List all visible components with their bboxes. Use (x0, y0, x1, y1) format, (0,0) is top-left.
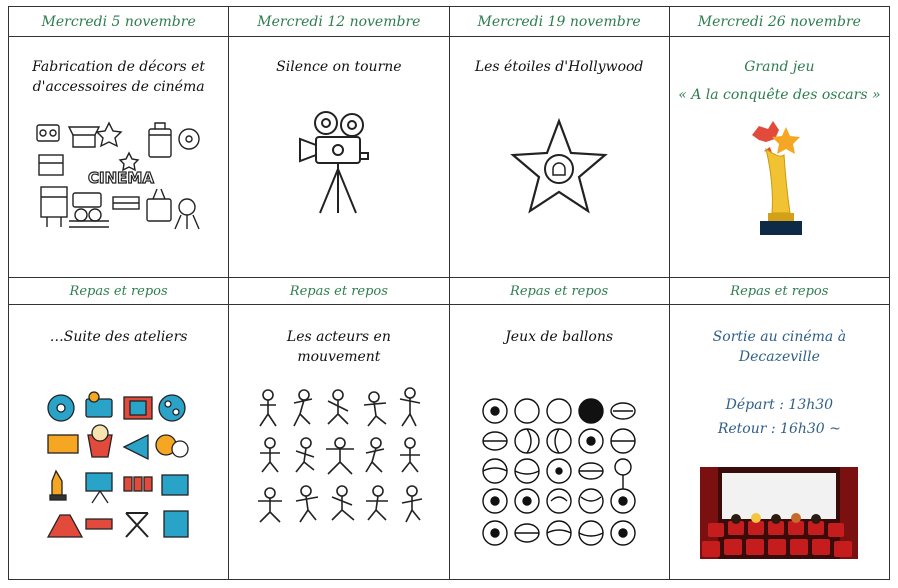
break-row (9, 278, 890, 305)
morning-cell-2 (229, 37, 449, 278)
afternoon-cell-4 (669, 305, 889, 580)
activity-title: Silence on tourne (276, 59, 402, 75)
activity-title: Les acteurs en mouvement (286, 329, 391, 365)
day-header-4: Mercredi 26 novembre (669, 7, 889, 37)
day-header-3: Mercredi 19 novembre (449, 7, 669, 37)
hollywood-star-icon (509, 117, 609, 217)
departure-time: Départ : 13h30 (725, 397, 834, 413)
activity-schedule-table (8, 6, 890, 580)
break-cell-3: Repas et repos (449, 278, 669, 305)
afternoon-cell-2 (229, 305, 449, 580)
afternoon-row (9, 305, 890, 580)
header-row (9, 7, 890, 37)
morning-row (9, 37, 890, 278)
afternoon-cell-1 (9, 305, 229, 580)
break-cell-2: Repas et repos (229, 278, 449, 305)
activity-title: Les étoiles d'Hollywood (474, 59, 644, 75)
svg-text:CINEMA: CINEMA (87, 169, 154, 187)
return-time: Retour : 16h30 ~ (717, 421, 841, 437)
activity-title: Jeux de ballons (505, 329, 614, 345)
morning-cell-3 (449, 37, 669, 278)
balls-grid-illustration (481, 397, 637, 547)
morning-cell-4 (669, 37, 889, 278)
cinema-icons-grid (44, 391, 194, 541)
cinema-doodle-illustration (29, 115, 209, 235)
afternoon-cell-3 (449, 305, 669, 580)
film-camera-tripod-icon (294, 107, 384, 217)
break-cell-4: Repas et repos (669, 278, 889, 305)
activity-title: …Suite des ateliers (49, 329, 188, 345)
activity-title: Fabrication de décors et d'accessoires de cinéma (32, 59, 206, 95)
oscar-trophy-icon (744, 115, 814, 245)
day-header-2: Mercredi 12 novembre (229, 7, 449, 37)
activity-title: Grand jeu « A la conquête des oscars » (678, 59, 881, 103)
stick-figures-illustration (254, 387, 424, 537)
cinema-theater-illustration (700, 467, 858, 559)
break-cell-1: Repas et repos (9, 278, 229, 305)
day-header-1: Mercredi 5 novembre (9, 7, 229, 37)
morning-cell-1 (9, 37, 229, 278)
activity-title: Sortie au cinéma à Decazeville (712, 329, 847, 365)
